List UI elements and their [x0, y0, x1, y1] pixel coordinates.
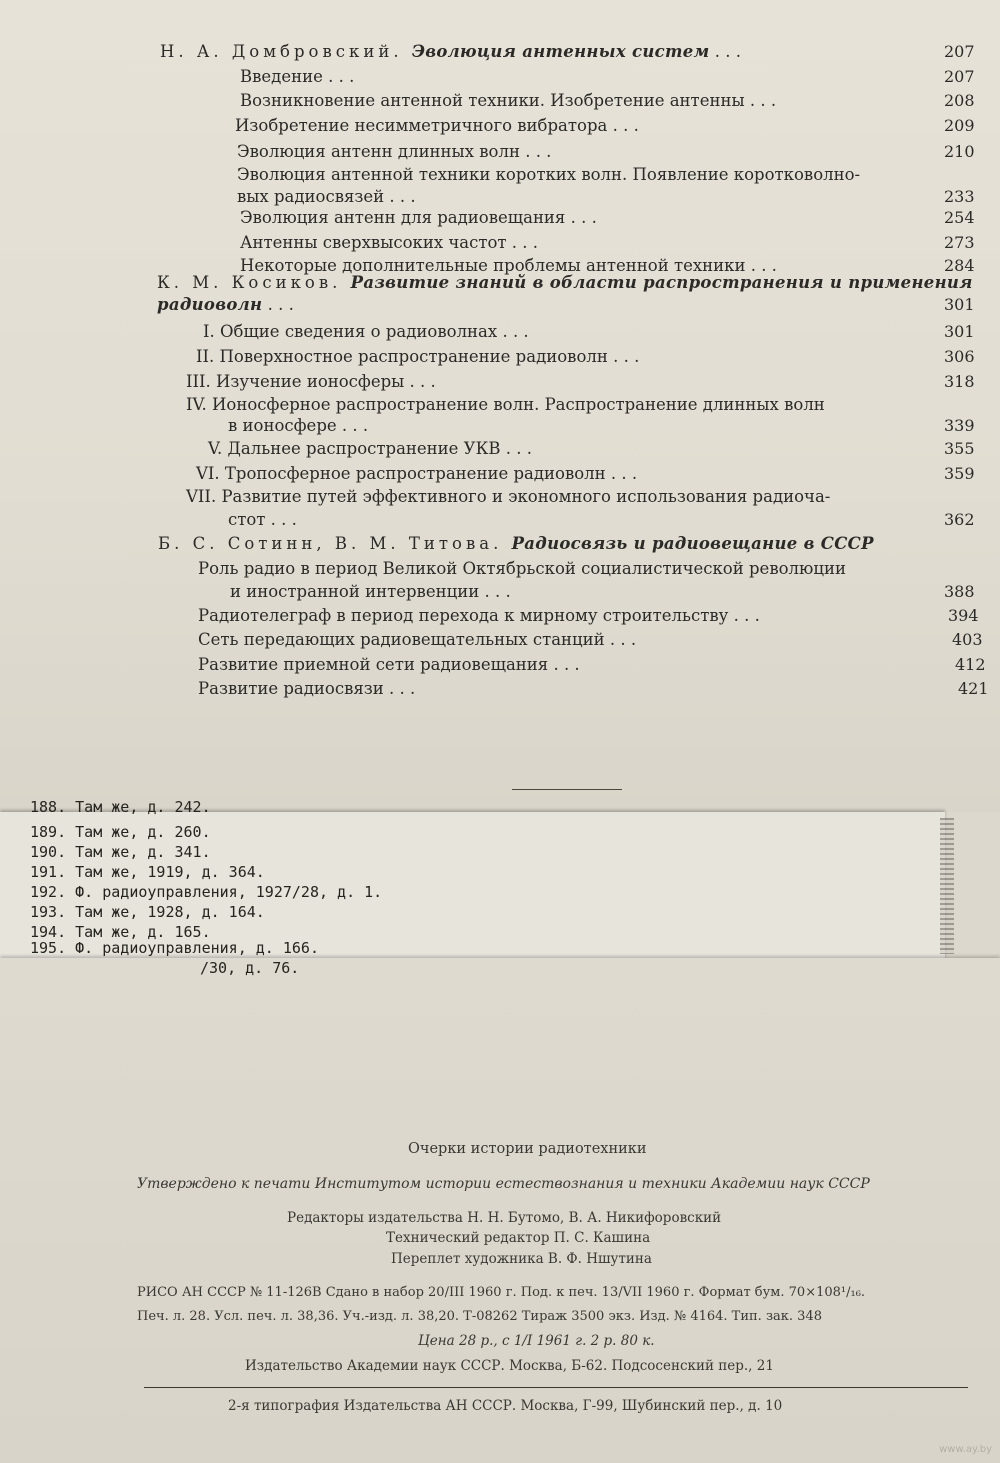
toc-page-number: 208 [944, 91, 975, 110]
toc-entry [198, 677, 994, 701]
toc-entry-text: Возникновение антенной техники. Изобретение антенны [240, 91, 745, 110]
page-stack-edge [940, 818, 954, 954]
toc-page-number: 403 [952, 630, 983, 649]
toc-leader-dots: . . . [548, 655, 580, 674]
toc-entry [186, 485, 980, 509]
toc-entry [235, 114, 980, 138]
toc-entry-text: стот [228, 510, 266, 529]
toc-entry-label [198, 677, 415, 701]
toc-entry [196, 462, 980, 486]
toc-entry-text: Эволюция антенн длинных волн [237, 142, 520, 161]
sheets-line: Печ. л. 28. Усл. печ. л. 38,36. Уч.-изд. л. 38,20. Т-08262 Тираж 3500 экз. Изд. № 4164. Тип. зак. 348 [137, 1309, 822, 1324]
toc-entry [198, 557, 980, 581]
toc-leader-dots: . . . [607, 347, 640, 366]
toc-entry-label [235, 114, 639, 138]
watermark: www.ay.by [939, 1444, 992, 1455]
toc-entry-text: III. Изучение ионосферы [186, 372, 405, 391]
toc-entry-label [240, 89, 776, 113]
toc-entry-label [203, 320, 529, 344]
toc-page-number: 339 [944, 416, 975, 435]
toc-page-number: 284 [944, 256, 975, 275]
toc-leader-dots: . . . [497, 322, 529, 341]
toc-entry-text: и иностранной интервенции [230, 582, 480, 601]
toc-leader-dots: . . . [479, 582, 511, 601]
toc-entry [198, 653, 991, 677]
toc-leader-dots: . . . [745, 256, 777, 275]
approved-line: Утверждено к печати Институтом истории естествознания и техники Академии наук СССР [137, 1176, 870, 1192]
toc-author: К. М. Косиков. [157, 273, 351, 292]
toc-leader-dots: . . . [322, 67, 355, 86]
toc-title: Эволюция антенных систем [411, 42, 710, 61]
toc-entry-text: V. Дальнее распространение УКВ [208, 439, 501, 458]
toc-page-number: 254 [944, 208, 975, 227]
toc-title: Развитие знаний в области распространения и применения [350, 273, 973, 292]
footnote-line: 195. Ф. радиоуправления, д. 166. [30, 939, 319, 957]
footnote-line: 193. Там же, 1928, д. 164. [30, 903, 265, 921]
toc-entry-label [198, 604, 760, 628]
toc-entry-text: Развитие радиосвязи [198, 679, 384, 698]
toc-entry-label [230, 580, 511, 604]
toc-leader-dots: . . . [607, 116, 639, 135]
toc-leader-dots: . . . [265, 510, 297, 529]
toc-page-number: 359 [944, 464, 975, 483]
toc-page-number: 273 [944, 233, 975, 252]
toc-page-number: 318 [944, 372, 975, 391]
toc-leader-dots: . . . [519, 142, 552, 161]
toc-leader-dots: . . . [506, 233, 539, 252]
toc-entry-label [158, 532, 874, 556]
imprint-rule [144, 1387, 968, 1388]
toc-page-number: 355 [944, 439, 975, 458]
toc-entry-text: I. Общие сведения о радиоволнах [203, 322, 498, 341]
toc-page-number: 362 [944, 510, 975, 529]
toc-leader-dots: . . . [384, 187, 416, 206]
toc-entry-label [157, 271, 973, 295]
toc-entry-label [186, 485, 830, 509]
toc-entry-text: Эволюция антенн для радиовещания [240, 208, 566, 227]
toc-entry-text: VI. Тропосферное распространение радиоволн [196, 464, 606, 483]
toc-entry-label [160, 40, 741, 64]
footnote-line: 189. Там же, д. 260. [30, 823, 211, 841]
printer-line: 2-я типография Издательства АН СССР. Москва, Г-99, Шубинский пер., д. 10 [228, 1398, 783, 1414]
toc-author: Н. А. Домбровский. [160, 42, 412, 61]
toc-page-number: 233 [944, 187, 975, 206]
toc-page-number: 210 [944, 142, 975, 161]
toc-entry-text: Развитие приемной сети радиовещания [198, 655, 549, 674]
toc-page-number: 209 [944, 116, 975, 135]
toc-page-number: 412 [955, 655, 986, 674]
toc-entry-label [198, 557, 846, 581]
price-line: Цена 28 р., с 1/I 1961 г. 2 р. 80 к. [418, 1333, 655, 1349]
toc-page-number: 421 [958, 679, 989, 698]
toc-leader-dots: . . . [336, 416, 369, 435]
toc-entry-label [240, 231, 538, 255]
toc-entry [237, 140, 980, 164]
toc-leader-dots: . . . [500, 439, 532, 458]
toc-entry-text: вых радиосвязей [237, 187, 385, 206]
toc-page-number: 306 [944, 347, 975, 366]
toc-leader-dots: . . . [604, 630, 637, 649]
footnote-line: 191. Там же, 1919, д. 364. [30, 863, 265, 881]
toc-leader-dots: . . . [565, 208, 597, 227]
toc-entry [228, 414, 980, 438]
toc-entry-label [237, 163, 860, 187]
toc-title: радиоволн [157, 295, 263, 314]
toc-entry-text: IV. Ионосферное распространение волн. Распространение длинных волн [186, 395, 825, 414]
toc-entry-label [228, 508, 297, 532]
toc-entry-label [196, 345, 639, 369]
tech-editor-line: Технический редактор П. С. Кашина [386, 1230, 651, 1246]
toc-entry-text: Некоторые дополнительные проблемы антенной техники [240, 256, 746, 275]
toc-entry-text: Антенны сверхвысоких частот [240, 233, 507, 252]
toc-page-number: 207 [944, 42, 975, 61]
toc-page-number: 207 [944, 67, 975, 86]
print-data-line: РИСО АН СССР № 11-126В Сдано в набор 20/III 1960 г. Под. к печ. 13/VII 1960 г. Формат бум. 70×108¹/₁₆. [137, 1285, 866, 1300]
toc-entry [228, 508, 980, 532]
toc-entry-label [237, 140, 551, 164]
toc-entry [158, 532, 980, 556]
toc-leader-dots: . . . [744, 91, 777, 110]
footnote-line: 194. Там же, д. 165. [30, 923, 211, 941]
toc-entry-label [157, 293, 294, 317]
toc-entry [196, 345, 980, 369]
toc-entry-text: Радиотелеграф в период перехода к мирному строительству [198, 606, 729, 625]
toc-page-number: 388 [944, 582, 975, 601]
footnote-line: /30, д. 76. [200, 959, 300, 977]
footnote-line: 190. Там же, д. 341. [30, 843, 211, 861]
footnote-line: 188. Там же, д. 242. [30, 798, 211, 816]
divider-rule [512, 789, 622, 790]
toc-title: Радиосвязь и радиовещание в СССР [511, 534, 874, 553]
toc-entry [237, 163, 980, 187]
toc-page-number: 301 [944, 322, 975, 341]
toc-entry-label [186, 370, 436, 394]
toc-entry [240, 65, 980, 89]
toc-entry [198, 604, 984, 628]
toc-entry-label [208, 437, 532, 461]
toc-entry-label [198, 628, 636, 652]
toc-entry-text: Введение [240, 67, 323, 86]
toc-page-number: 301 [944, 295, 975, 314]
toc-entry [186, 370, 980, 394]
toc-entry [160, 40, 980, 64]
toc-entry-text: Роль радио в период Великой Октябрьской социалистической революции [198, 559, 846, 578]
toc-leader-dots: . . . [728, 606, 760, 625]
footnote-line: 192. Ф. радиоуправления, 1927/28, д. 1. [30, 883, 383, 901]
toc-entry [208, 437, 980, 461]
toc-entry-label [196, 462, 637, 486]
toc-page-number: 394 [948, 606, 979, 625]
toc-leader-dots: . . . [605, 464, 638, 483]
toc-entry-label [228, 414, 368, 438]
toc-entry [157, 293, 980, 317]
toc-entry-label [240, 206, 597, 230]
toc-entry-text: Изобретение несимметричного вибратора [235, 116, 608, 135]
toc-leader-dots: . . . [709, 42, 742, 61]
toc-entry-label [240, 65, 354, 89]
toc-author: Б. С. Сотинн, В. М. Титова. [158, 534, 512, 553]
toc-entry [230, 580, 980, 604]
toc-entry-text: Сеть передающих радиовещательных станций [198, 630, 605, 649]
toc-entry [240, 206, 980, 230]
editors-line: Редакторы издательства Н. Н. Бутомо, В. А. Никифоровский [287, 1210, 722, 1226]
toc-entry-text: II. Поверхностное распространение радиоволн [196, 347, 608, 366]
toc-entry-text: Эволюция антенной техники коротких волн. Появление коротковолно- [237, 165, 861, 184]
toc-entry-text: в ионосфере [228, 416, 337, 435]
toc-entry-text: VII. Развитие путей эффективного и экономного использования радиоча- [186, 487, 831, 506]
toc-entry [240, 231, 980, 255]
toc-entry [240, 89, 980, 113]
toc-leader-dots: . . . [404, 372, 436, 391]
book-title: Очерки истории радиотехники [408, 1141, 647, 1157]
publisher-line: Издательство Академии наук СССР. Москва, Б-62. Подсосенский пер., 21 [245, 1358, 774, 1374]
toc-entry [157, 271, 980, 295]
cover-artist-line: Переплет художника В. Ф. Ншутина [391, 1251, 652, 1267]
toc-entry-label [198, 653, 580, 677]
toc-leader-dots: . . . [262, 295, 294, 314]
toc-leader-dots: . . . [383, 679, 416, 698]
toc-entry [198, 628, 988, 652]
toc-entry [203, 320, 980, 344]
